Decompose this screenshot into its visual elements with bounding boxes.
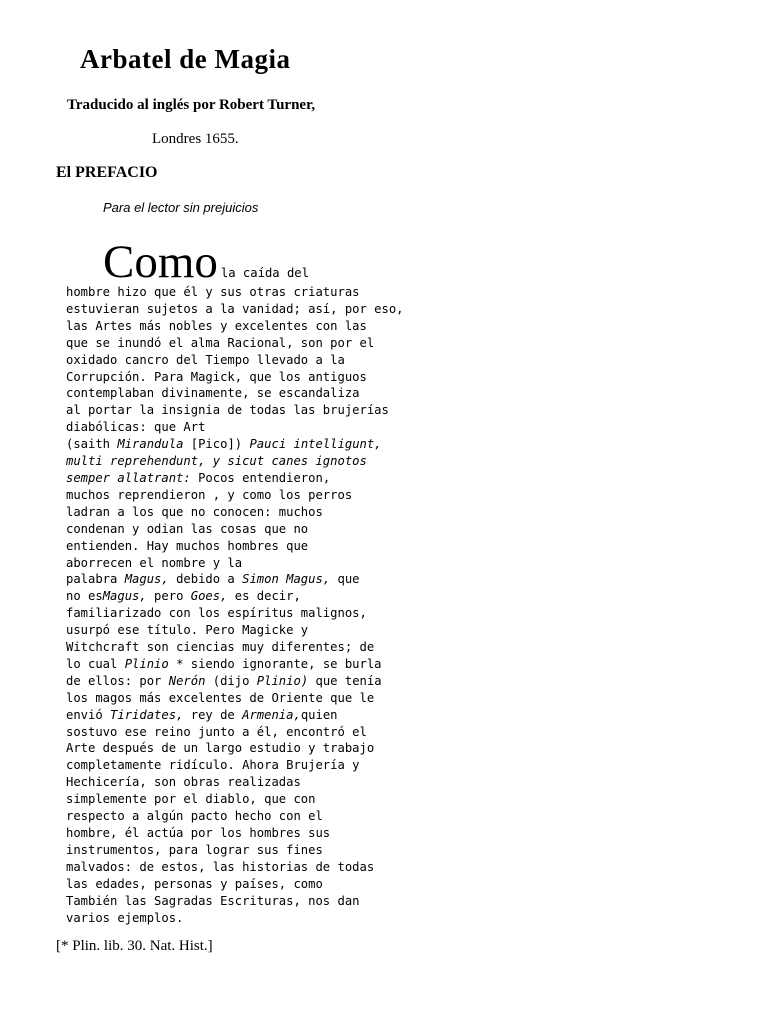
italic-text-run: Nerón — [168, 673, 206, 688]
body-line — [66, 876, 346, 893]
text-run: Hechicería, son obras realizadas — [66, 775, 301, 790]
publication-place-date: Londres 1655. — [152, 131, 239, 147]
body-line — [66, 707, 346, 724]
text-run: diabólicas: que Art — [66, 420, 206, 435]
italic-text-run: Magus, — [124, 572, 169, 587]
italic-text-run: Goes, — [190, 589, 228, 604]
body-line — [66, 555, 346, 572]
body-line — [66, 842, 346, 859]
text-run: hombre, él actúa por los hombres sus — [66, 826, 331, 840]
text-run: * siendo ignorante, se burla — [168, 656, 382, 671]
text-run: sostuvo ese reino junto a él, encontró el — [66, 724, 367, 739]
opening-line — [103, 232, 309, 292]
translator-line: Traducido al inglés por Robert Turner, — [67, 97, 316, 113]
text-run: muchos reprendieron , y como los perros — [66, 487, 353, 502]
body-line — [66, 825, 346, 842]
text-run: quien — [300, 707, 338, 722]
body-line — [66, 808, 346, 825]
body-line — [66, 335, 375, 352]
text-run: Arte después de un largo estudio y trabajo — [66, 741, 375, 756]
text-run: aborrecen el nombre y la — [66, 555, 243, 570]
italic-text-run: Plinio — [124, 656, 169, 671]
body-line — [66, 724, 367, 741]
text-run: rey de — [183, 707, 243, 722]
text-run: palabra — [66, 572, 125, 587]
body-line — [66, 571, 360, 588]
text-run: las edades, personas y países, como — [66, 876, 323, 891]
text-run: varios ejemplos. — [66, 910, 184, 925]
text-run: [Pico]) — [183, 437, 250, 452]
text-run: pero — [146, 589, 191, 604]
text-run: envió — [66, 707, 111, 722]
text-run: completamente ridículo. Ahora Brujería y — [66, 758, 360, 773]
text-run: Pocos entendieron, — [190, 470, 331, 485]
body-line — [66, 318, 367, 335]
body-line — [66, 622, 346, 639]
text-run: (saith — [66, 437, 118, 452]
text-run: oxidado cancro del Tiempo llevado a la — [66, 352, 345, 367]
document-title: Arbatel de Magia — [80, 44, 291, 74]
drop-cap-word: Como — [103, 236, 218, 288]
body-line — [66, 757, 360, 774]
body-line — [66, 690, 375, 707]
text-run: de ellos: por — [66, 673, 169, 688]
text-run: instrumentos, para lograr sus fines — [66, 842, 323, 857]
body-line — [66, 893, 360, 910]
body-line — [66, 453, 367, 470]
text-run: respecto a algún pacto hecho con el — [66, 809, 323, 824]
text-run: hombre hizo que él y sus otras criaturas — [66, 285, 360, 299]
italic-text-run: Magus, — [102, 589, 147, 604]
body-line — [66, 791, 346, 808]
text-run: es decir, — [227, 589, 301, 604]
body-line — [66, 436, 382, 453]
body-line — [66, 910, 346, 927]
text-run: que — [330, 572, 360, 587]
text-run: usurpó ese título. Pero Magicke y — [66, 623, 309, 638]
text-run: que se inundó el alma Racional, son por el — [66, 335, 375, 350]
text-run: las Artes más nobles y excelentes con las — [66, 318, 367, 333]
text-run: los magos más excelentes de Oriente que le — [66, 690, 375, 705]
body-line — [66, 656, 382, 673]
italic-text-run: Plinio) — [256, 673, 309, 688]
body-line — [66, 521, 346, 538]
body-line — [66, 487, 353, 504]
text-run: al portar la insignia de todas las brujerías — [66, 403, 389, 418]
text-run: no es — [66, 589, 103, 604]
text-run: lo cual — [66, 656, 125, 671]
text-run: debido a — [168, 572, 243, 587]
italic-text-run: Tiridates, — [110, 707, 184, 722]
body-line — [66, 301, 404, 318]
text-run: ladran a los que no conocen: muchos — [66, 504, 323, 519]
body-line — [66, 774, 346, 791]
opening-line-rest: la caída del — [220, 266, 309, 280]
body-line — [66, 402, 389, 419]
italic-text-run: semper allatrant: — [66, 470, 191, 485]
body-line — [66, 538, 346, 555]
text-run: simplemente por el diablo, que con — [66, 792, 316, 807]
body-line — [66, 639, 375, 656]
body-paragraph — [66, 284, 404, 926]
text-run: condenan y odian las cosas que no — [66, 521, 309, 536]
text-run: malvados: de estos, las historias de todas — [66, 859, 375, 874]
text-run: También las Sagradas Escrituras, nos dan — [66, 893, 360, 908]
text-run: entienden. Hay muchos hombres que — [66, 538, 309, 553]
italic-text-run: multi reprehendunt, y sicut canes ignotos — [66, 454, 367, 469]
body-line — [66, 419, 346, 436]
text-run: que tenía — [308, 673, 382, 688]
italic-text-run: Armenia, — [242, 707, 301, 722]
text-run: familiarizado con los espíritus malignos, — [66, 606, 367, 621]
body-line — [66, 588, 346, 605]
italic-text-run: Mirandula — [117, 437, 184, 452]
text-run: (dijo — [205, 673, 257, 688]
body-line — [66, 284, 360, 301]
body-line — [66, 385, 360, 402]
body-line — [66, 740, 375, 757]
body-line — [66, 352, 346, 369]
footnote: [* Plin. lib. 30. Nat. Hist.] — [56, 938, 213, 954]
text-run: Corrupción. Para Magick, que los antiguos — [66, 369, 367, 384]
body-line — [66, 673, 382, 690]
text-run: estuvieran sujetos a la vanidad; así, por eso, — [66, 301, 404, 316]
body-line — [66, 369, 367, 386]
body-line — [66, 859, 375, 876]
text-run: contemplaban divinamente, se escandaliza — [66, 386, 360, 401]
body-line — [66, 504, 346, 521]
dedication-line: Para el lector sin prejuicios — [103, 200, 259, 215]
body-line — [66, 470, 346, 487]
section-heading: El PREFACIO — [56, 164, 158, 181]
body-line — [66, 605, 367, 622]
text-run: Witchcraft son ciencias muy diferentes; de — [66, 640, 375, 655]
italic-text-run: Pauci intelligunt, — [249, 437, 382, 452]
italic-text-run: Simon Magus, — [242, 572, 331, 587]
